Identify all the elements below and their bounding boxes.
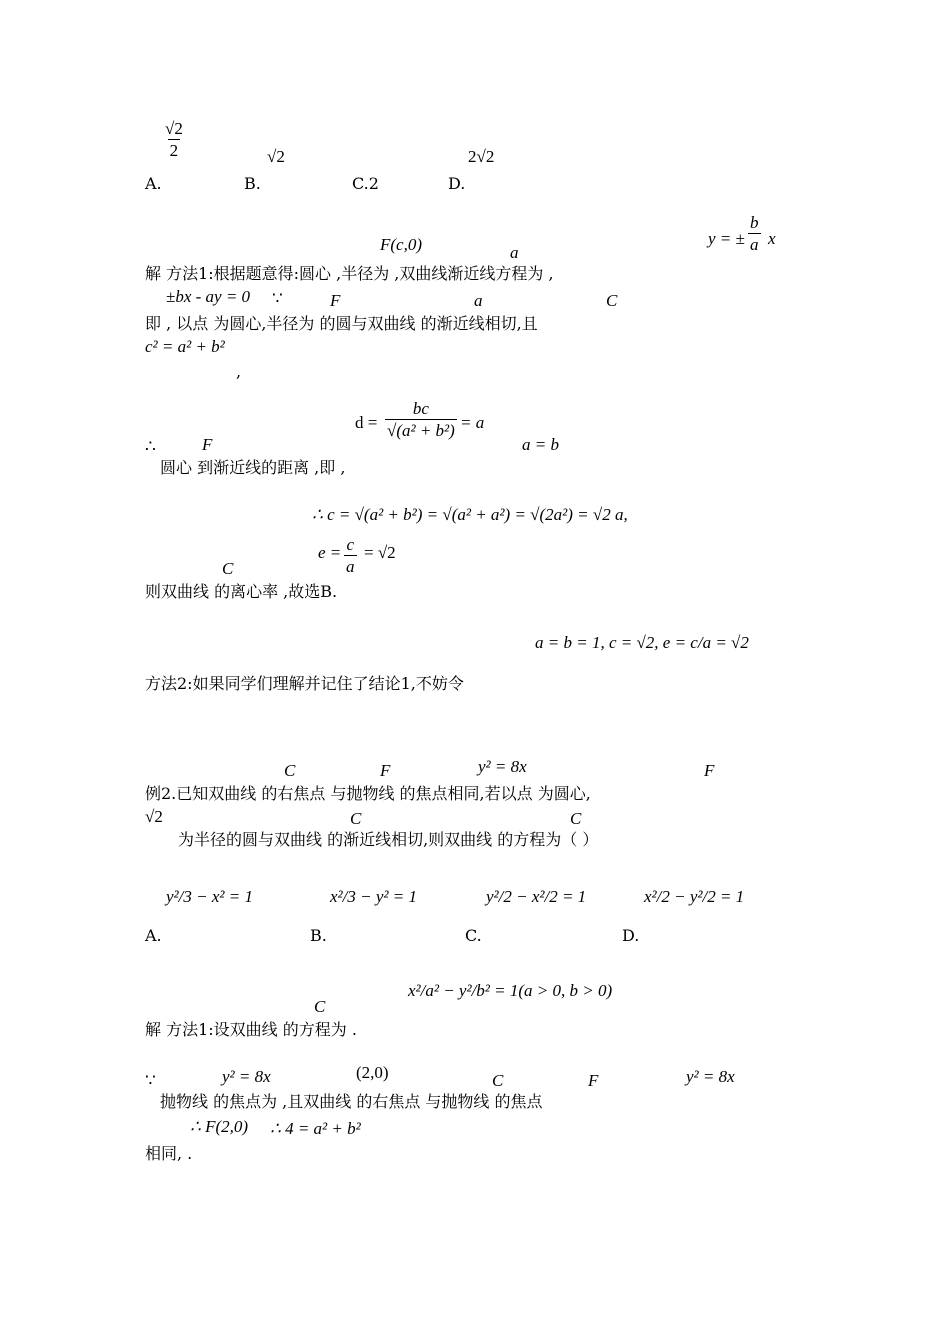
therefore-symbol: ∴ [145,437,156,456]
ex2-sqrt2: √2 [145,807,163,826]
c-squared-relation: c² = a² + b² [145,337,225,356]
ex2-sol-line1: 解 方法1:设双曲线 的方程为 . [145,1020,357,1039]
ex2-because: ∵ [145,1071,156,1090]
a-equals-b: a = b [522,435,559,454]
eccentricity-lhs: e = [318,543,342,562]
ex2-sol-line2: 抛物线 的焦点为 ,且双曲线 的右焦点 与抛物线 的焦点 [160,1092,543,1111]
distance-fraction [385,400,457,439]
ex2-option-a: y²/3 − x² = 1 [166,887,253,906]
ex2-option-a-label: A. [145,926,162,945]
eccentricity-rhs: = √2 [364,543,396,562]
option-b-value: √2 [267,147,285,166]
ex2-parabola-2: y² = 8x [222,1067,271,1086]
option-a-label: A. [145,174,162,193]
option-d-label: D. [448,174,466,193]
sol1-line3: 圆心 到渐近线的距离 ,即 , [160,458,346,477]
ex2-sol-line3: 相同, . [145,1144,193,1163]
ex2-line1: 例2.已知双曲线 的右焦点 与抛物线 的焦点相同,若以点 为圆心, [145,784,591,803]
method2-formula: a = b = 1, c = √2, e = c/a = √2 [535,633,749,652]
ex2-option-d-label: D. [622,926,640,945]
eccentricity-fraction [344,536,357,575]
asymptote-num: b [750,213,759,232]
comma: , [236,362,242,381]
sol1-line5: 方法2:如果同学们理解并记住了结论1,不妨令 [145,674,464,693]
ex2-option-c-label: C. [465,926,482,945]
ex2-option-d: x²/2 − y²/2 = 1 [644,887,745,906]
option-a-fraction [163,120,185,159]
eccentricity-num: c [346,535,355,554]
because-symbol: ∵ [272,289,283,308]
distance-lhs: d = [355,413,378,432]
c-chain: ∴ c = √(a² + b²) = √(a² + a²) = √(2a²) = √2 a, [312,505,628,524]
asymptote-fraction [748,214,761,253]
ex2-c3: C [570,809,582,828]
hyperbola-c-4: C [222,559,234,578]
ex2-c1: C [284,761,296,780]
sol1-line4: 则双曲线 的离心率 ,故选B. [145,582,338,601]
eccentricity-den: a [346,557,355,576]
ex2-four-equals: ∴ 4 = a² + b² [270,1119,361,1138]
ex2-option-b-label: B. [310,926,327,945]
ex2-line2: 为半径的圆与双曲线 的渐近线相切,则双曲线 的方程为（ ） [178,830,599,849]
ex2-sol-c: C [314,997,326,1016]
ex2-parabola-3: y² = 8x [686,1067,735,1086]
ex2-c5: C [492,1071,504,1090]
option-a-denominator: 2 [169,141,179,160]
sol1-line1: 解 方法1:根据题意得:圆心 ,半径为 ,双曲线渐近线方程为 , [145,264,554,283]
ex2-focus-20: (2,0) [356,1063,389,1082]
ex2-option-c: y²/2 − x²/2 = 1 [486,887,587,906]
radius-a: a [510,243,519,262]
ex2-f1: F [380,761,391,780]
hyperbola-c: C [606,291,618,310]
asymptote-standard-form: ±bx - ay = 0 [166,287,251,306]
distance-rhs: = a [460,413,485,432]
sol1-line2: 即 , 以点 为圆心,半径为 的圆与双曲线 的渐近线相切,且 [145,314,538,333]
ex2-option-b: x²/3 − y² = 1 [330,887,417,906]
ex2-f1b: F [704,761,715,780]
ex2-hyperbola-equation: x²/a² − y²/b² = 1(a > 0, b > 0) [408,981,613,1000]
ex2-f20: ∴ F(2,0) [190,1117,249,1136]
focus-fc0: F(c,0) [380,235,423,254]
point-f: F [330,291,341,310]
asymptote-x: x [768,229,776,248]
option-d-value: 2√2 [468,147,495,166]
distance-den: √(a² + b²) [387,421,455,440]
radius-a-2: a [474,291,483,310]
ex2-f5: F [588,1071,599,1090]
asymptote-den: a [750,235,759,254]
ex2-c2: C [350,809,362,828]
center-f: F [202,435,213,454]
distance-num: bc [412,399,429,418]
option-c-label: C.2 [352,174,379,193]
option-b-label: B. [244,174,261,193]
asymptote-lhs: y = ± [708,229,745,248]
ex2-parabola: y² = 8x [478,757,527,776]
option-a-numerator: √2 [165,119,183,138]
